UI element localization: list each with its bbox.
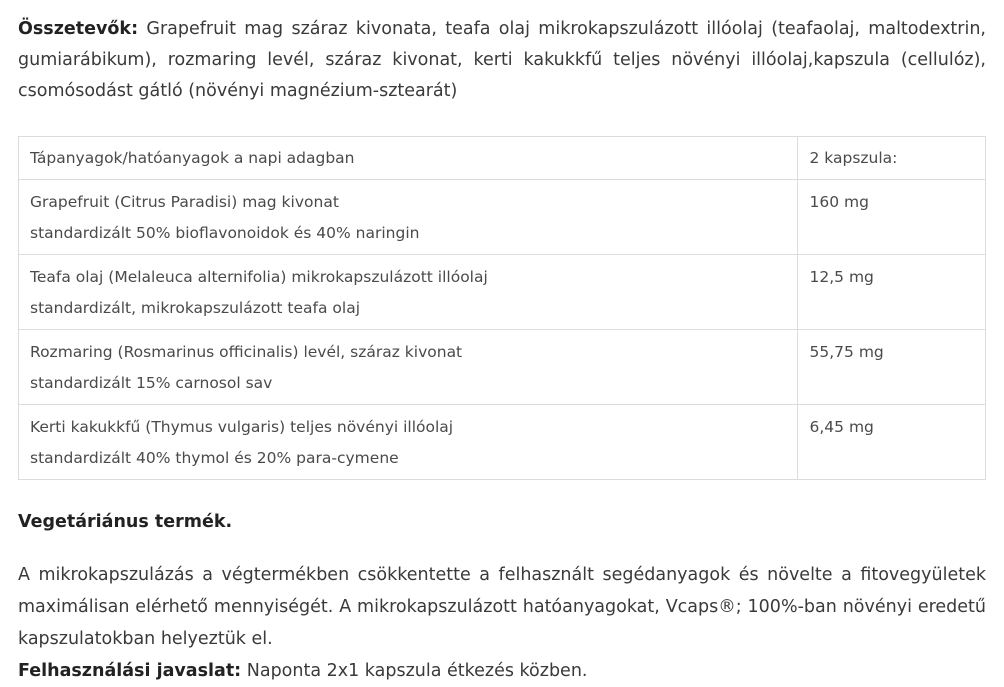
ingredient-detail: standardizált 15% carnosol sav bbox=[30, 374, 273, 392]
table-row bbox=[19, 330, 986, 405]
table-row bbox=[19, 405, 986, 480]
nutrition-table bbox=[18, 136, 986, 480]
header-nutrients: Tápanyagok/hatóanyagok a napi adagban bbox=[19, 137, 798, 180]
microencapsulation-paragraph: A mikrokapszulázás a végtermékben csökkentette a felhasznált segédanyagok és növelte a fitovegyületek maximálisan elérhető mennyiségét. A mikrokapszulázott hatóanyagokat, Vcaps®; 100%-ban növényi eredetű kapszulatokban helyeztük el. bbox=[18, 565, 986, 649]
ingredient-detail: standardizált 50% bioflavonoidok és 40% naringin bbox=[30, 224, 420, 242]
header-dose: 2 kapszula: bbox=[797, 137, 985, 180]
ingredient-cell bbox=[19, 255, 798, 330]
ingredient-name: Kerti kakukkfű (Thymus vulgaris) teljes növényi illóolaj bbox=[30, 418, 454, 436]
table-header-row bbox=[19, 137, 986, 180]
vegetarian-note: Vegetáriánus termék. bbox=[18, 512, 233, 532]
ingredients-paragraph bbox=[18, 14, 986, 107]
usage-text: Naponta 2x1 kapszula étkezés közben. bbox=[241, 661, 588, 681]
amount-cell: 55,75 mg bbox=[797, 330, 985, 405]
ingredients-text: Grapefruit mag száraz kivonata, teafa olaj mikrokapszulázott illóolaj (teafaolaj, maltodextrin, gumiarábikum), rozmaring levél, száraz kivonat, kerti kakukkfű teljes növényi illóolaj,kapszula (cellulóz), csomósodást gátló (növényi magnézium-sztearát) bbox=[18, 19, 986, 101]
ingredient-detail: standardizált 40% thymol és 20% para-cymene bbox=[30, 449, 399, 467]
ingredient-name: Teafa olaj (Melaleuca alternifolia) mikrokapszulázott illóolaj bbox=[30, 268, 488, 286]
table-row bbox=[19, 180, 986, 255]
ingredient-name: Grapefruit (Citrus Paradisi) mag kivonat bbox=[30, 193, 339, 211]
amount-cell: 12,5 mg bbox=[797, 255, 985, 330]
usage-label: Felhasználási javaslat: bbox=[18, 661, 242, 681]
ingredient-cell bbox=[19, 180, 798, 255]
ingredients-label: Összetevők: bbox=[18, 19, 139, 39]
ingredient-name: Rozmaring (Rosmarinus officinalis) levél, száraz kivonat bbox=[30, 343, 463, 361]
ingredient-cell bbox=[19, 405, 798, 480]
table-row bbox=[19, 255, 986, 330]
usage-recommendation bbox=[18, 655, 986, 687]
amount-cell: 160 mg bbox=[797, 180, 985, 255]
ingredient-detail: standardizált, mikrokapszulázott teafa olaj bbox=[30, 299, 360, 317]
amount-cell: 6,45 mg bbox=[797, 405, 985, 480]
ingredient-cell bbox=[19, 330, 798, 405]
